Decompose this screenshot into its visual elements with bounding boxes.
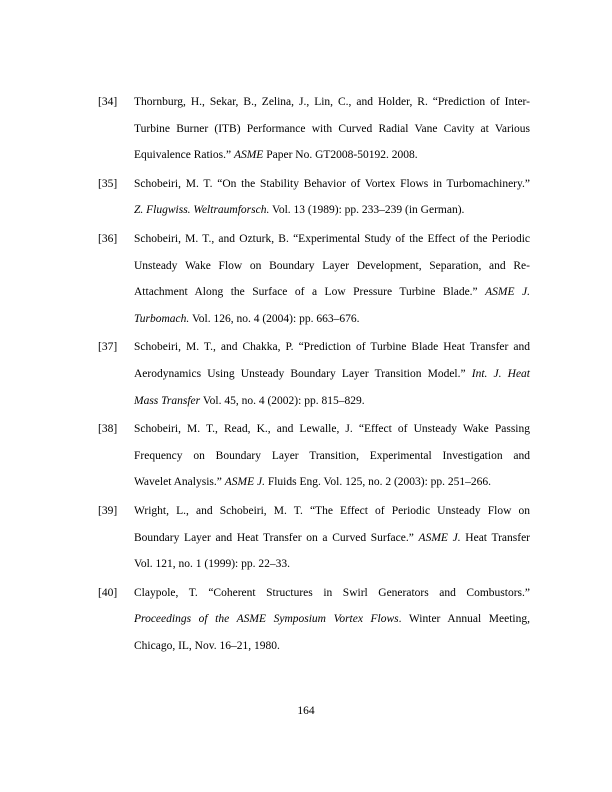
reference-number: [35] [98,177,118,190]
reference-line: Chicago, IL, Nov. 16–21, 1980. [134,639,280,652]
reference-line: Vol. 121, no. 1 (1999): pp. 22–33. [134,558,290,571]
reference-35 [98,171,530,224]
reference-line: Z. Flugwiss. Weltraumforsch. Vol. 13 (1989): pp. 233–239 (in German). [134,204,465,217]
reference-text [134,416,530,496]
reference-line: Frequency on Boundary Layer Transition, Experimental Investigation and [134,449,530,462]
reference-34 [98,89,530,169]
reference-line: Schobeiri, M. T., Read, K., and Lewalle, J. “Effect of Unsteady Wake Passing [134,423,530,436]
reference-line: Wavelet Analysis.” ASME J. Fluids Eng. Vol. 125, no. 2 (2003): pp. 251–266. [134,476,492,489]
reference-40 [98,580,530,660]
reference-line: Schobeiri, M. T. “On the Stability Behavior of Vortex Flows in Turbomachinery.” [134,177,530,190]
reference-line: Unsteady Wake Flow on Boundary Layer Development, Separation, and Re- [134,259,530,272]
page-number: 164 [297,705,315,717]
reference-line: Equivalence Ratios.” ASME Paper No. GT2008-50192. 2008. [134,149,418,162]
reference-text [134,580,530,660]
reference-number: [34] [98,96,118,108]
reference-line: Claypole, T. “Coherent Structures in Swirl Generators and Combustors.” [134,586,530,599]
reference-line: Mass Transfer Vol. 45, no. 4 (2002): pp. 815–829. [134,394,365,407]
reference-text [134,171,530,224]
reference-36 [98,226,530,332]
reference-38 [98,416,530,496]
reference-line: Schobeiri, M. T., and Ozturk, B. “Experimental Study of the Effect of the Periodic [134,232,530,245]
reference-line: Boundary Layer and Heat Transfer on a Curved Surface.” ASME J. Heat Transfer [134,531,531,544]
reference-number: [38] [98,423,118,436]
reference-line: Attachment Along the Surface of a Low Pressure Turbine Blade.” ASME J. [134,286,530,299]
reference-text [134,89,530,169]
reference-line: Turbine Burner (ITB) Performance with Curved Radial Vane Cavity at Various [134,122,530,135]
reference-line: Turbomach. Vol. 126, no. 4 (2004): pp. 663–676. [134,312,360,325]
reference-line: Aerodynamics Using Unsteady Boundary Layer Transition Model.” Int. J. Heat [134,367,531,380]
reference-number: [40] [98,586,118,599]
reference-text [134,334,530,414]
reference-text [134,226,530,332]
reference-number: [39] [98,504,118,517]
reference-text [134,498,530,578]
reference-number: [37] [98,341,118,354]
reference-line: Proceedings of the ASME Symposium Vortex Flows. Winter Annual Meeting, [134,613,530,626]
reference-37 [98,334,530,414]
reference-line: Schobeiri, M. T., and Chakka, P. “Prediction of Turbine Blade Heat Transfer and [134,341,530,354]
reference-line: Wright, L., and Schobeiri, M. T. “The Effect of Periodic Unsteady Flow on [134,504,530,517]
reference-number: [36] [98,232,118,245]
reference-line: Thornburg, H., Sekar, B., Zelina, J., Lin, C., and Holder, R. “Prediction of Inter- [134,96,530,108]
reference-39 [98,498,530,578]
reference-list [98,89,530,661]
